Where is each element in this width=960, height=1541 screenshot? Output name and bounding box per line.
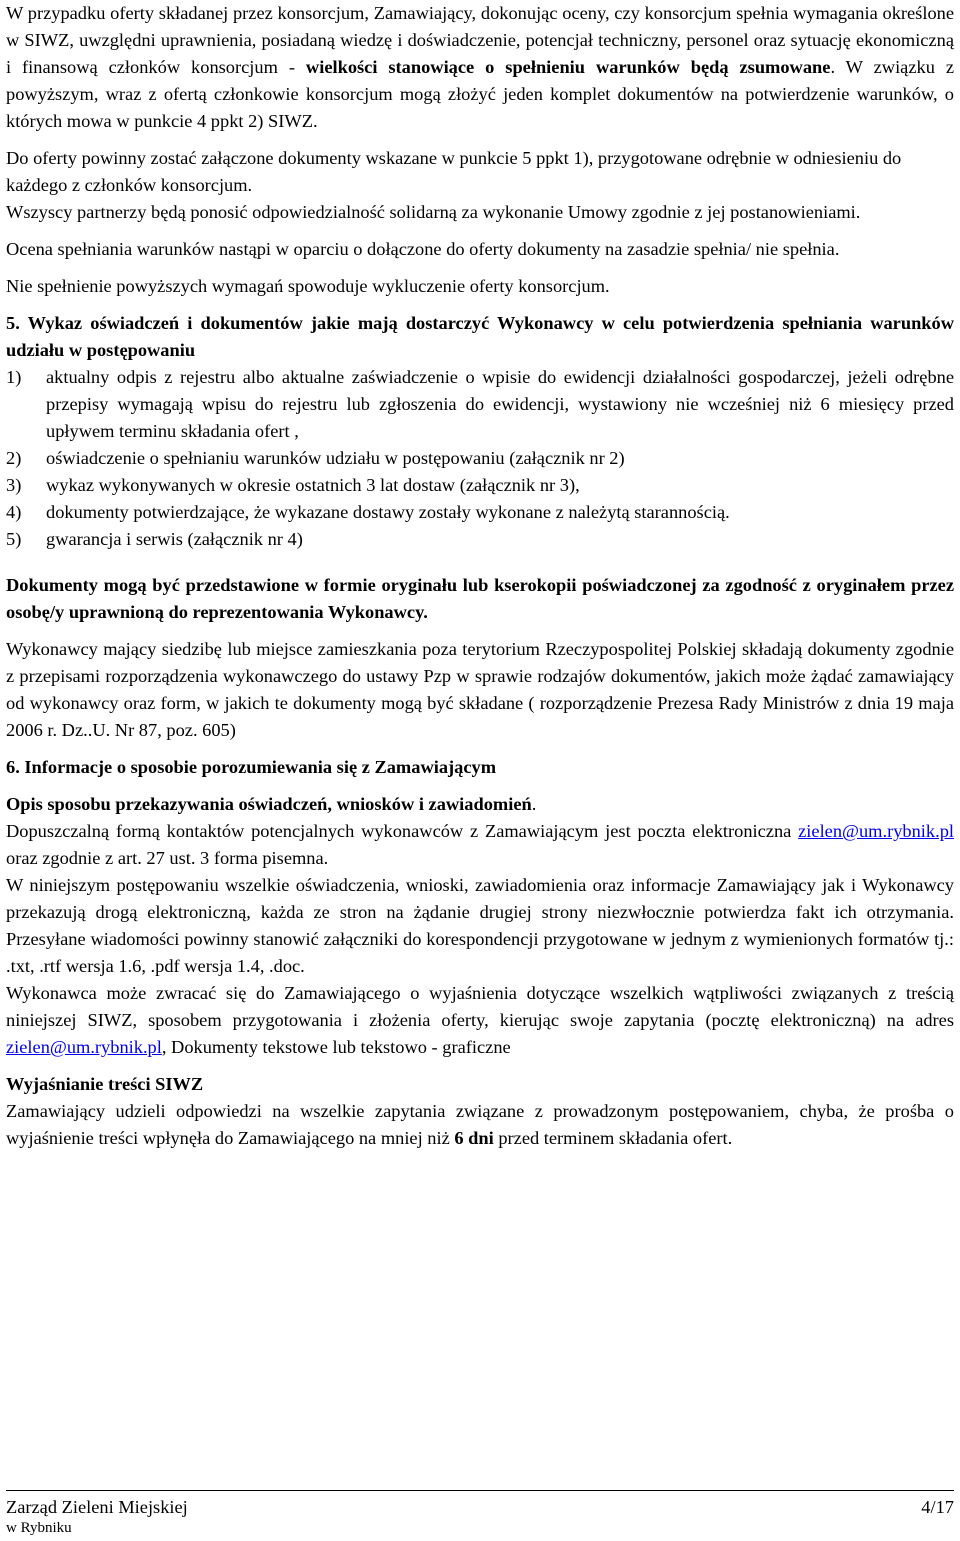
list-item: 2) oświadczenie o spełnianiu warunków udziału w postępowaniu (załącznik nr 2) (6, 448, 625, 468)
email-link[interactable]: zielen@um.rybnik.pl (798, 821, 954, 841)
list-item: 3) wykaz wykonywanych w okresie ostatnich 3 lat dostaw (załącznik nr 3), (6, 475, 580, 495)
liability-paragraph: Wszyscy partnerzy będą ponosić odpowiedzialność solidarną za wykonanie Umowy zgodnie z jej postanowieniami. (6, 202, 861, 222)
section-6-heading: 6. Informacje o sposobie porozumiewania się z Zamawiającym (6, 757, 497, 777)
footer-city: w Rybniku (6, 1520, 72, 1536)
consortium-paragraph (0, 0, 960, 135)
consortium-text-b: . W związku z powyższym, wraz z ofertą członkowie konsorcjum mogą złożyć jeden komplet dokumentów na potwierdzenie warunków, o których mowa w punkcie 4 ppkt 2) SIWZ. (6, 57, 955, 131)
footer-organization: Zarząd Zieleni Miejskiej (6, 1497, 188, 1517)
clarification-paragraph: Zamawiający udzieli odpowiedzi na wszelkie zapytania związane z prowadzonym postępowaniem, chyba, że prośba o wyjaśnienie treści wpłynęła do Zamawiającego na mniej niż 6 dni przed terminem składania ofert. (6, 1101, 954, 1148)
consortium-text-a: W przypadku oferty składanej przez konsorcjum, Zamawiający, dokonując oceny, czy konsorcjum spełnia wymagania określone w SIWZ, uwzględni uprawnienia, posiadaną wiedzę i doświadczenie, potencjał techniczny, personel oraz sytuację ekonomiczną i finansową członków konsorcjum - (6, 3, 954, 77)
consortium-text-bold: wielkości stanowiące o spełnieniu warunków będą zsumowane (305, 57, 831, 77)
certified-copy-note: Dokumenty mogą być przedstawione w formie oryginału lub kserokopii poświadczonej za zgodność z oryginałem przez osobę/y uprawnioną do reprezentowania Wykonawcy. (6, 575, 954, 622)
documents-list (0, 364, 960, 553)
questions-paragraph: Wykonawca może zwracać się do Zamawiającego o wyjaśnienia dotyczące wszelkich wątpliwości związanych z treścią niniejszej SIWZ, sposobem przygotowania i złożenia oferty, kierując swoje zapytania (pocztę elektroniczną) na adres zielen@um.rybnik.pl, Dokumenty tekstowe lub tekstowo - graficzne (6, 983, 954, 1057)
page-footer (6, 1490, 954, 1537)
list-item: 1) aktualny odpis z rejestru albo aktualne zaświadczenie o wpisie do ewidencji działalności gospodarczej, jeżeli odrębne przepisy wymagają wpisu do rejestru lub zgłoszenia do ewidencji, wystawiony nie wcześniej niż 6 miesięcy przed upływem terminu składania ofert , (6, 367, 954, 441)
list-item: 4) dokumenty potwierdzające, że wykazane dostawy zostały wykonane z należytą starannością. (6, 502, 730, 522)
attachments-paragraph: Do oferty powinny zostać załączone dokumenty wskazane w punkcie 5 ppkt 1), przygotowane odrębnie w odniesieniu do każdego z członków konsorcjum. (6, 148, 902, 195)
email-link[interactable]: zielen@um.rybnik.pl (6, 1037, 162, 1057)
page-number: 4/17 (921, 1497, 954, 1517)
clarification-heading: Wyjaśnianie treści SIWZ (6, 1074, 204, 1094)
section-5-heading: 5. Wykaz oświadczeń i dokumentów jakie mają dostarczyć Wykonawcy w celu potwierdzenia spełniania warunków udziału w postępowaniu (6, 313, 954, 360)
exclusion-paragraph: Nie spełnienie powyższych wymagań spowoduje wykluczenie oferty konsorcjum. (6, 276, 610, 296)
communication-subheading: Opis sposobu przekazywania oświadczeń, wniosków i zawiadomień. (6, 794, 537, 814)
list-item: 5) gwarancja i serwis (załącznik nr 4) (6, 529, 303, 549)
foreign-contractors-paragraph: Wykonawcy mający siedzibę lub miejsce zamieszkania poza terytorium Rzeczypospolitej Polskiej składają dokumenty zgodnie z przepisami rozporządzenia wykonawczego do ustawy Pzp w sprawie rodzajów dokumentów, jakich może żądać zamawiający od wykonawcy oraz form, w jakich te dokumenty mogą być składane ( rozporządzenie Prezesa Rady Ministrów z dnia 19 maja 2006 r. Dz..U. Nr 87, poz. 605) (6, 639, 954, 740)
evaluation-paragraph: Ocena spełniania warunków nastąpi w oparciu o dołączone do oferty dokumenty na zasadzie spełnia/ nie spełnia. (6, 239, 840, 259)
contact-form-paragraph: Dopuszczalną formą kontaktów potencjalnych wykonawców z Zamawiającym jest poczta elektroniczna zielen@um.rybnik.pl oraz zgodnie z art. 27 ust. 3 forma pisemna. (6, 821, 954, 868)
electronic-communication-paragraph: W niniejszym postępowaniu wszelkie oświadczenia, wnioski, zawiadomienia oraz informacje Zamawiający jak i Wykonawcy przekazują drogą elektroniczną, każda ze stron na żądanie drugiej strony niezwłocznie potwierdza fakt ich otrzymania. Przesyłane wiadomości powinny stanowić załączniki do korespondencji przygotowane w jednym z wymienionych formatów tj.: .txt, .rtf wersja 1.6, .pdf wersja 1.4, .doc. (6, 875, 954, 976)
